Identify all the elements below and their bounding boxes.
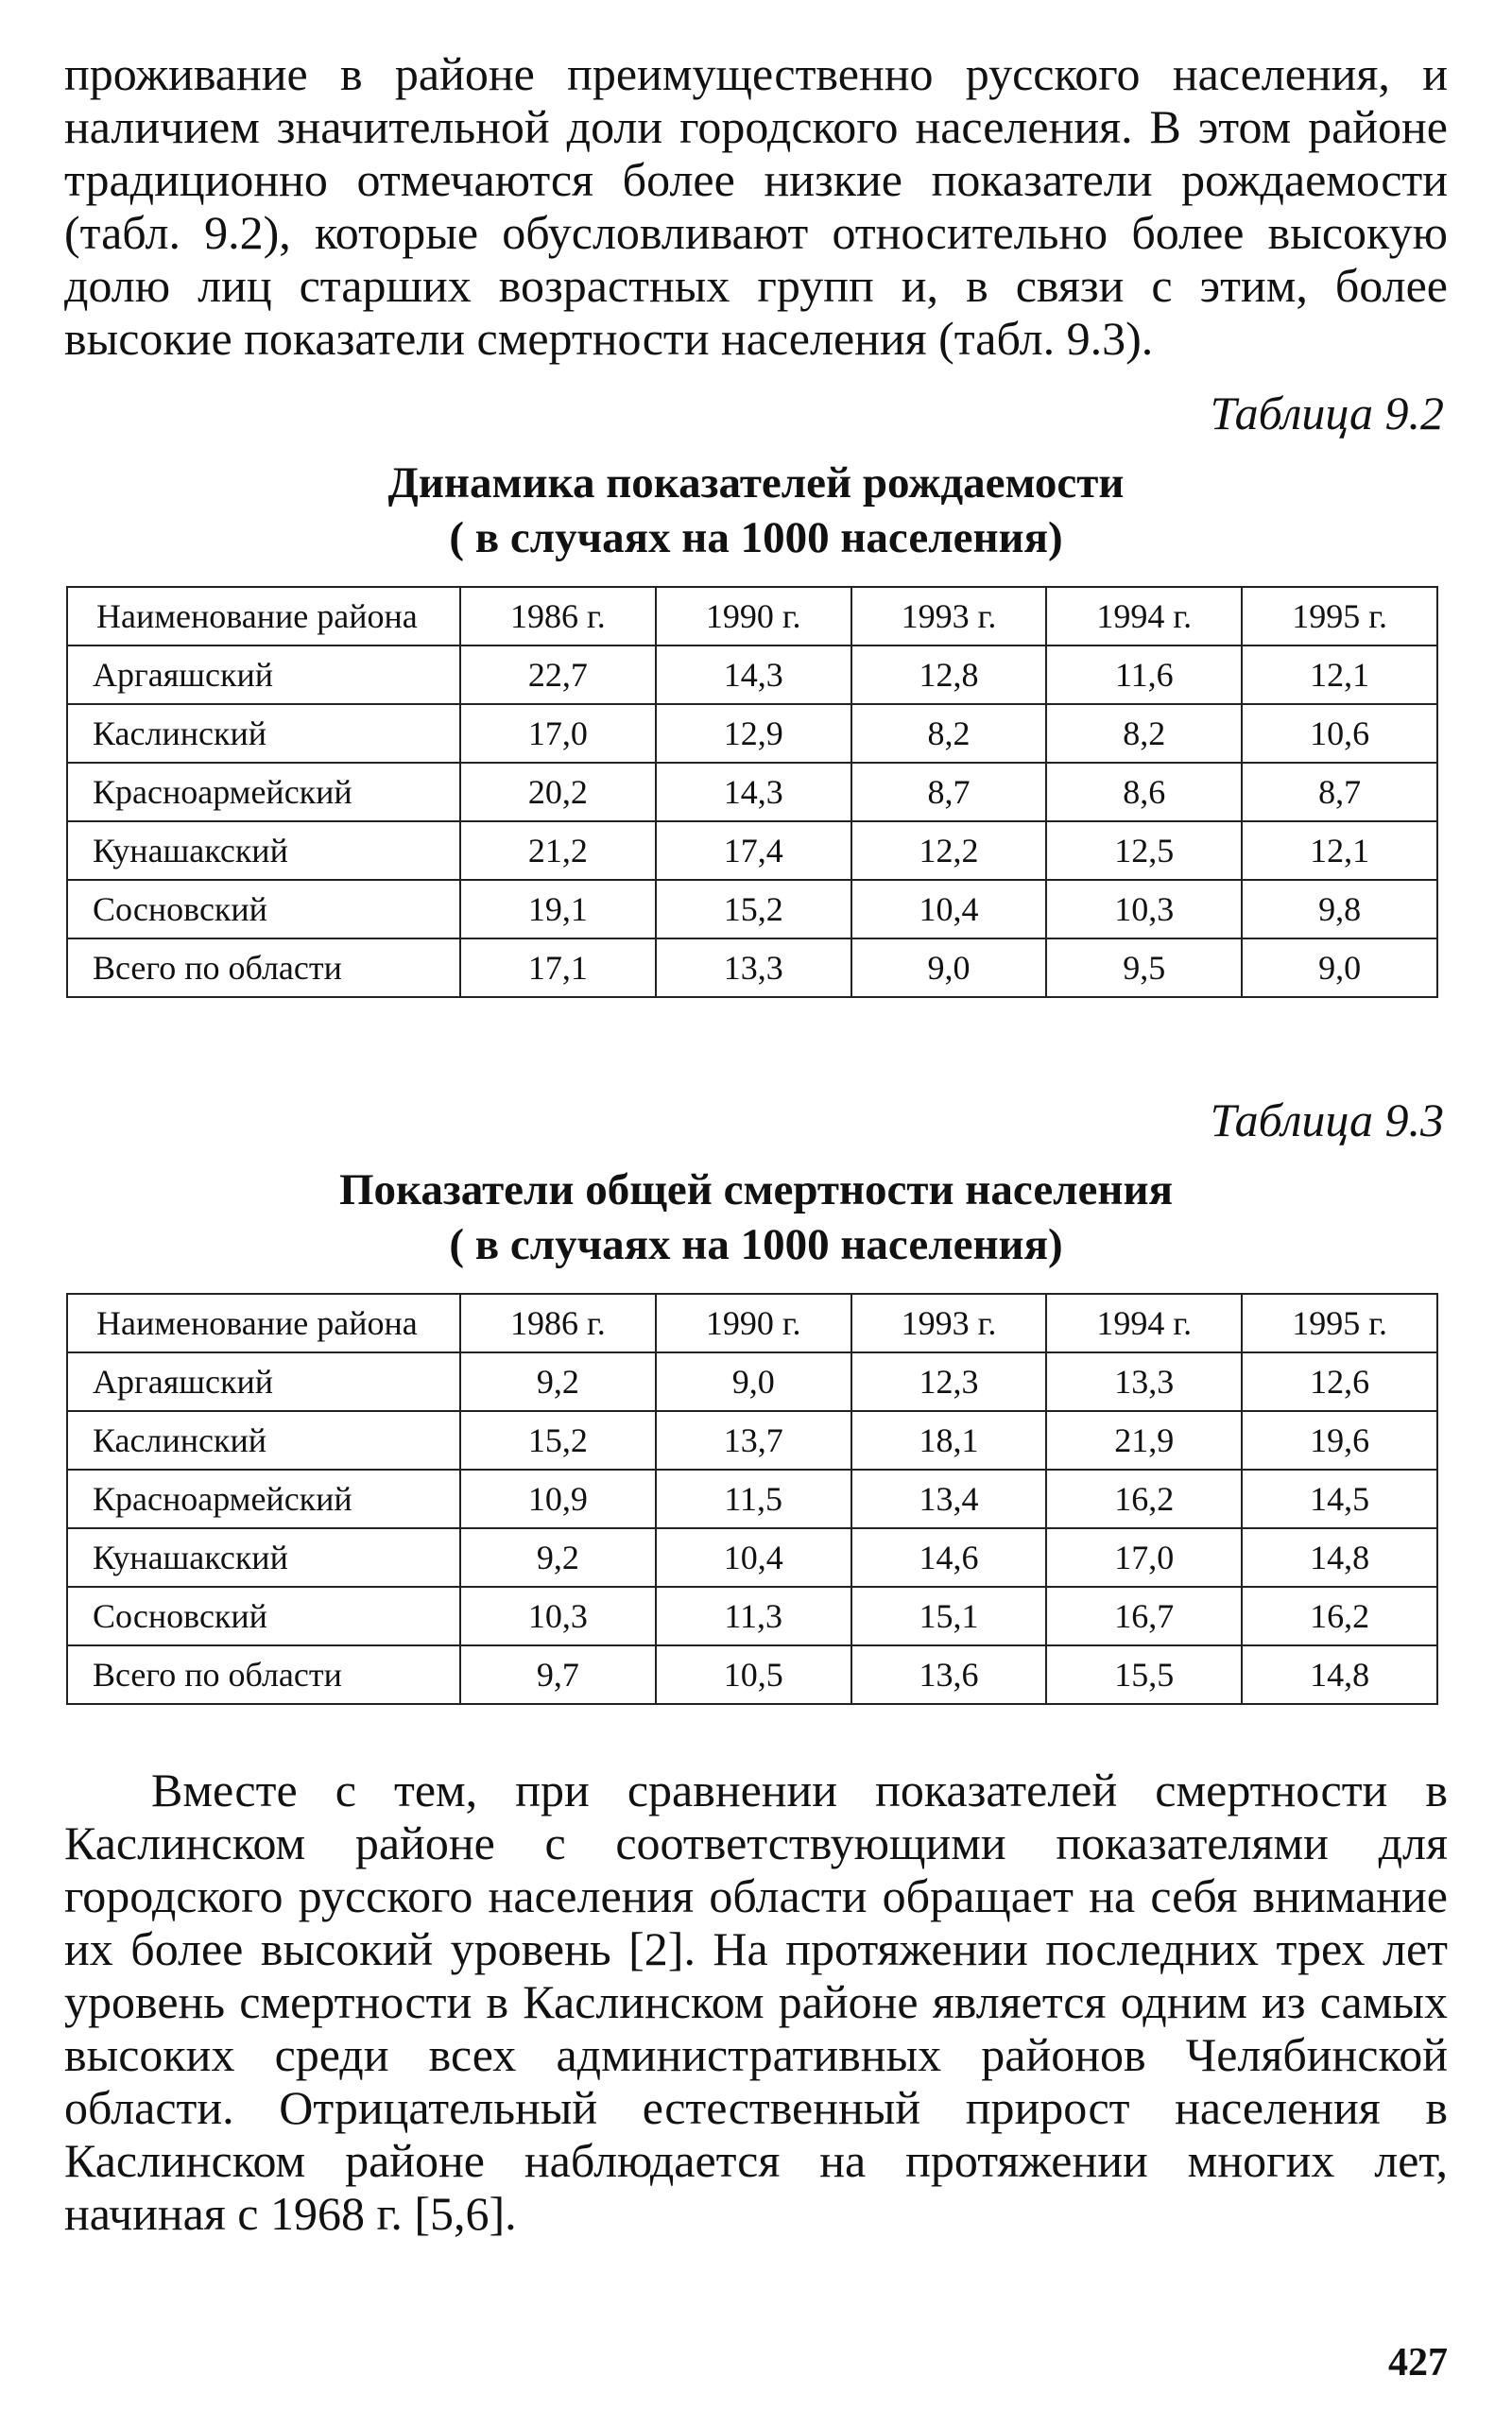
page — [64, 47, 1448, 2240]
value-cell: 16,2 — [1046, 1470, 1242, 1528]
mortality-table — [66, 1293, 1438, 1705]
table2-title-line1: Показатели общей смертности населения — [338, 1165, 1173, 1214]
value-cell: 9,7 — [460, 1645, 656, 1704]
value-cell: 13,6 — [851, 1645, 1047, 1704]
value-cell: 10,6 — [1242, 704, 1437, 763]
value-cell: 10,3 — [1046, 880, 1242, 938]
value-cell: 15,2 — [656, 880, 851, 938]
value-cell: 19,1 — [460, 880, 656, 938]
district-cell: Каслинский — [67, 704, 460, 763]
page-number: 427 — [1388, 2341, 1448, 2384]
value-cell: 21,9 — [1046, 1411, 1242, 1470]
district-cell: Сосновский — [67, 1587, 460, 1645]
table-row — [67, 1470, 1437, 1528]
value-cell: 10,4 — [656, 1528, 851, 1587]
value-cell: 10,3 — [460, 1587, 656, 1645]
district-cell: Кунашакский — [67, 1528, 460, 1587]
header-district: Наименование района — [67, 1294, 460, 1352]
value-cell: 14,8 — [1242, 1645, 1437, 1704]
value-cell: 10,9 — [460, 1470, 656, 1528]
value-cell: 21,2 — [460, 821, 656, 880]
value-cell: 14,8 — [1242, 1528, 1437, 1587]
value-cell: 9,0 — [851, 938, 1047, 997]
birth-rate-table — [66, 586, 1438, 998]
value-cell: 13,3 — [1046, 1352, 1242, 1411]
table-row-total — [67, 1645, 1437, 1704]
header-1993: 1993 г. — [851, 1294, 1047, 1352]
value-cell: 22,7 — [460, 646, 656, 704]
table-row — [67, 1411, 1437, 1470]
district-cell: Всего по области — [67, 1645, 460, 1704]
district-cell: Сосновский — [67, 880, 460, 938]
district-cell: Аргаяшский — [67, 646, 460, 704]
value-cell: 11,5 — [656, 1470, 851, 1528]
header-1986: 1986 г. — [460, 587, 656, 646]
header-1994: 1994 г. — [1046, 1294, 1242, 1352]
table-row — [67, 880, 1437, 938]
value-cell: 8,7 — [851, 763, 1047, 821]
table-row — [67, 704, 1437, 763]
table-row — [67, 1587, 1437, 1645]
value-cell: 15,5 — [1046, 1645, 1242, 1704]
value-cell: 13,3 — [656, 938, 851, 997]
value-cell: 9,5 — [1046, 938, 1242, 997]
value-cell: 12,8 — [851, 646, 1047, 704]
table1-caption: Таблица 9.2 — [1210, 387, 1444, 439]
district-cell: Кунашакский — [67, 821, 460, 880]
table1-title-line2: ( в случаях на 1000 населения) — [449, 513, 1063, 562]
value-cell: 20,2 — [460, 763, 656, 821]
table-header-row — [67, 1294, 1437, 1352]
value-cell: 11,6 — [1046, 646, 1242, 704]
value-cell: 8,2 — [851, 704, 1047, 763]
value-cell: 14,3 — [656, 646, 851, 704]
value-cell: 17,0 — [1046, 1528, 1242, 1587]
value-cell: 12,3 — [851, 1352, 1047, 1411]
header-1995: 1995 г. — [1242, 1294, 1437, 1352]
table-row-total — [67, 938, 1437, 997]
value-cell: 13,7 — [656, 1411, 851, 1470]
value-cell: 13,4 — [851, 1470, 1047, 1528]
table-row — [67, 646, 1437, 704]
table2-caption: Таблица 9.3 — [1210, 1093, 1444, 1146]
intro-paragraph: проживание в районе преимущественно русского населения, и наличием значительной доли городского населения. В этом районе традиционно отмечаются более низкие показатели рождаемости (табл. 9.2), которые обусловливают относительно более высокую долю лиц старших возрастных групп и, в связи с этим, более высокие показатели смертности населения (табл. 9.3). — [64, 47, 1448, 365]
header-1995: 1995 г. — [1242, 587, 1437, 646]
value-cell: 12,6 — [1242, 1352, 1437, 1411]
value-cell: 17,1 — [460, 938, 656, 997]
table-header-row — [67, 587, 1437, 646]
value-cell: 8,2 — [1046, 704, 1242, 763]
header-district: Наименование района — [67, 587, 460, 646]
value-cell: 14,5 — [1242, 1470, 1437, 1528]
district-cell: Аргаяшский — [67, 1352, 460, 1411]
value-cell: 8,6 — [1046, 763, 1242, 821]
table-row — [67, 821, 1437, 880]
district-cell: Красноармейский — [67, 1470, 460, 1528]
value-cell: 12,2 — [851, 821, 1047, 880]
value-cell: 9,2 — [460, 1352, 656, 1411]
value-cell: 10,4 — [851, 880, 1047, 938]
table-row — [67, 1352, 1437, 1411]
table2-title-line2: ( в случаях на 1000 населения) — [449, 1220, 1063, 1269]
table-row — [67, 763, 1437, 821]
header-1993: 1993 г. — [851, 587, 1047, 646]
header-1994: 1994 г. — [1046, 587, 1242, 646]
table1-title-line1: Динамика показателей рождаемости — [387, 458, 1125, 508]
value-cell: 15,2 — [460, 1411, 656, 1470]
value-cell: 16,7 — [1046, 1587, 1242, 1645]
header-1990: 1990 г. — [656, 1294, 851, 1352]
district-cell: Красноармейский — [67, 763, 460, 821]
district-cell: Каслинский — [67, 1411, 460, 1470]
value-cell: 14,6 — [851, 1528, 1047, 1587]
value-cell: 18,1 — [851, 1411, 1047, 1470]
closing-paragraph: Вместе с тем, при сравнении показателей смертности в Каслинском районе с соответствующими показателями для городского русского населения области обращает на себя внимание их более высокий уровень [2]. На протяжении последних трех лет уровень смертности в Каслинском районе является одним из самых высоких среди всех административных районов Челябинской области. Отрицательный естественный прирост населения в Каслинском районе наблюдается на протяжении многих лет, начиная с 1968 г. [5,6]. — [64, 1764, 1448, 2240]
value-cell: 12,1 — [1242, 646, 1437, 704]
table2-title — [64, 1162, 1448, 1272]
value-cell: 9,0 — [656, 1352, 851, 1411]
value-cell: 11,3 — [656, 1587, 851, 1645]
value-cell: 9,0 — [1242, 938, 1437, 997]
district-cell: Всего по области — [67, 938, 460, 997]
value-cell: 9,2 — [460, 1528, 656, 1587]
value-cell: 15,1 — [851, 1587, 1047, 1645]
table1-title — [64, 456, 1448, 565]
value-cell: 8,7 — [1242, 763, 1437, 821]
value-cell: 19,6 — [1242, 1411, 1437, 1470]
value-cell: 9,8 — [1242, 880, 1437, 938]
value-cell: 12,1 — [1242, 821, 1437, 880]
value-cell: 17,4 — [656, 821, 851, 880]
header-1986: 1986 г. — [460, 1294, 656, 1352]
value-cell: 10,5 — [656, 1645, 851, 1704]
value-cell: 12,9 — [656, 704, 851, 763]
header-1990: 1990 г. — [656, 587, 851, 646]
value-cell: 16,2 — [1242, 1587, 1437, 1645]
value-cell: 14,3 — [656, 763, 851, 821]
table-row — [67, 1528, 1437, 1587]
value-cell: 17,0 — [460, 704, 656, 763]
value-cell: 12,5 — [1046, 821, 1242, 880]
